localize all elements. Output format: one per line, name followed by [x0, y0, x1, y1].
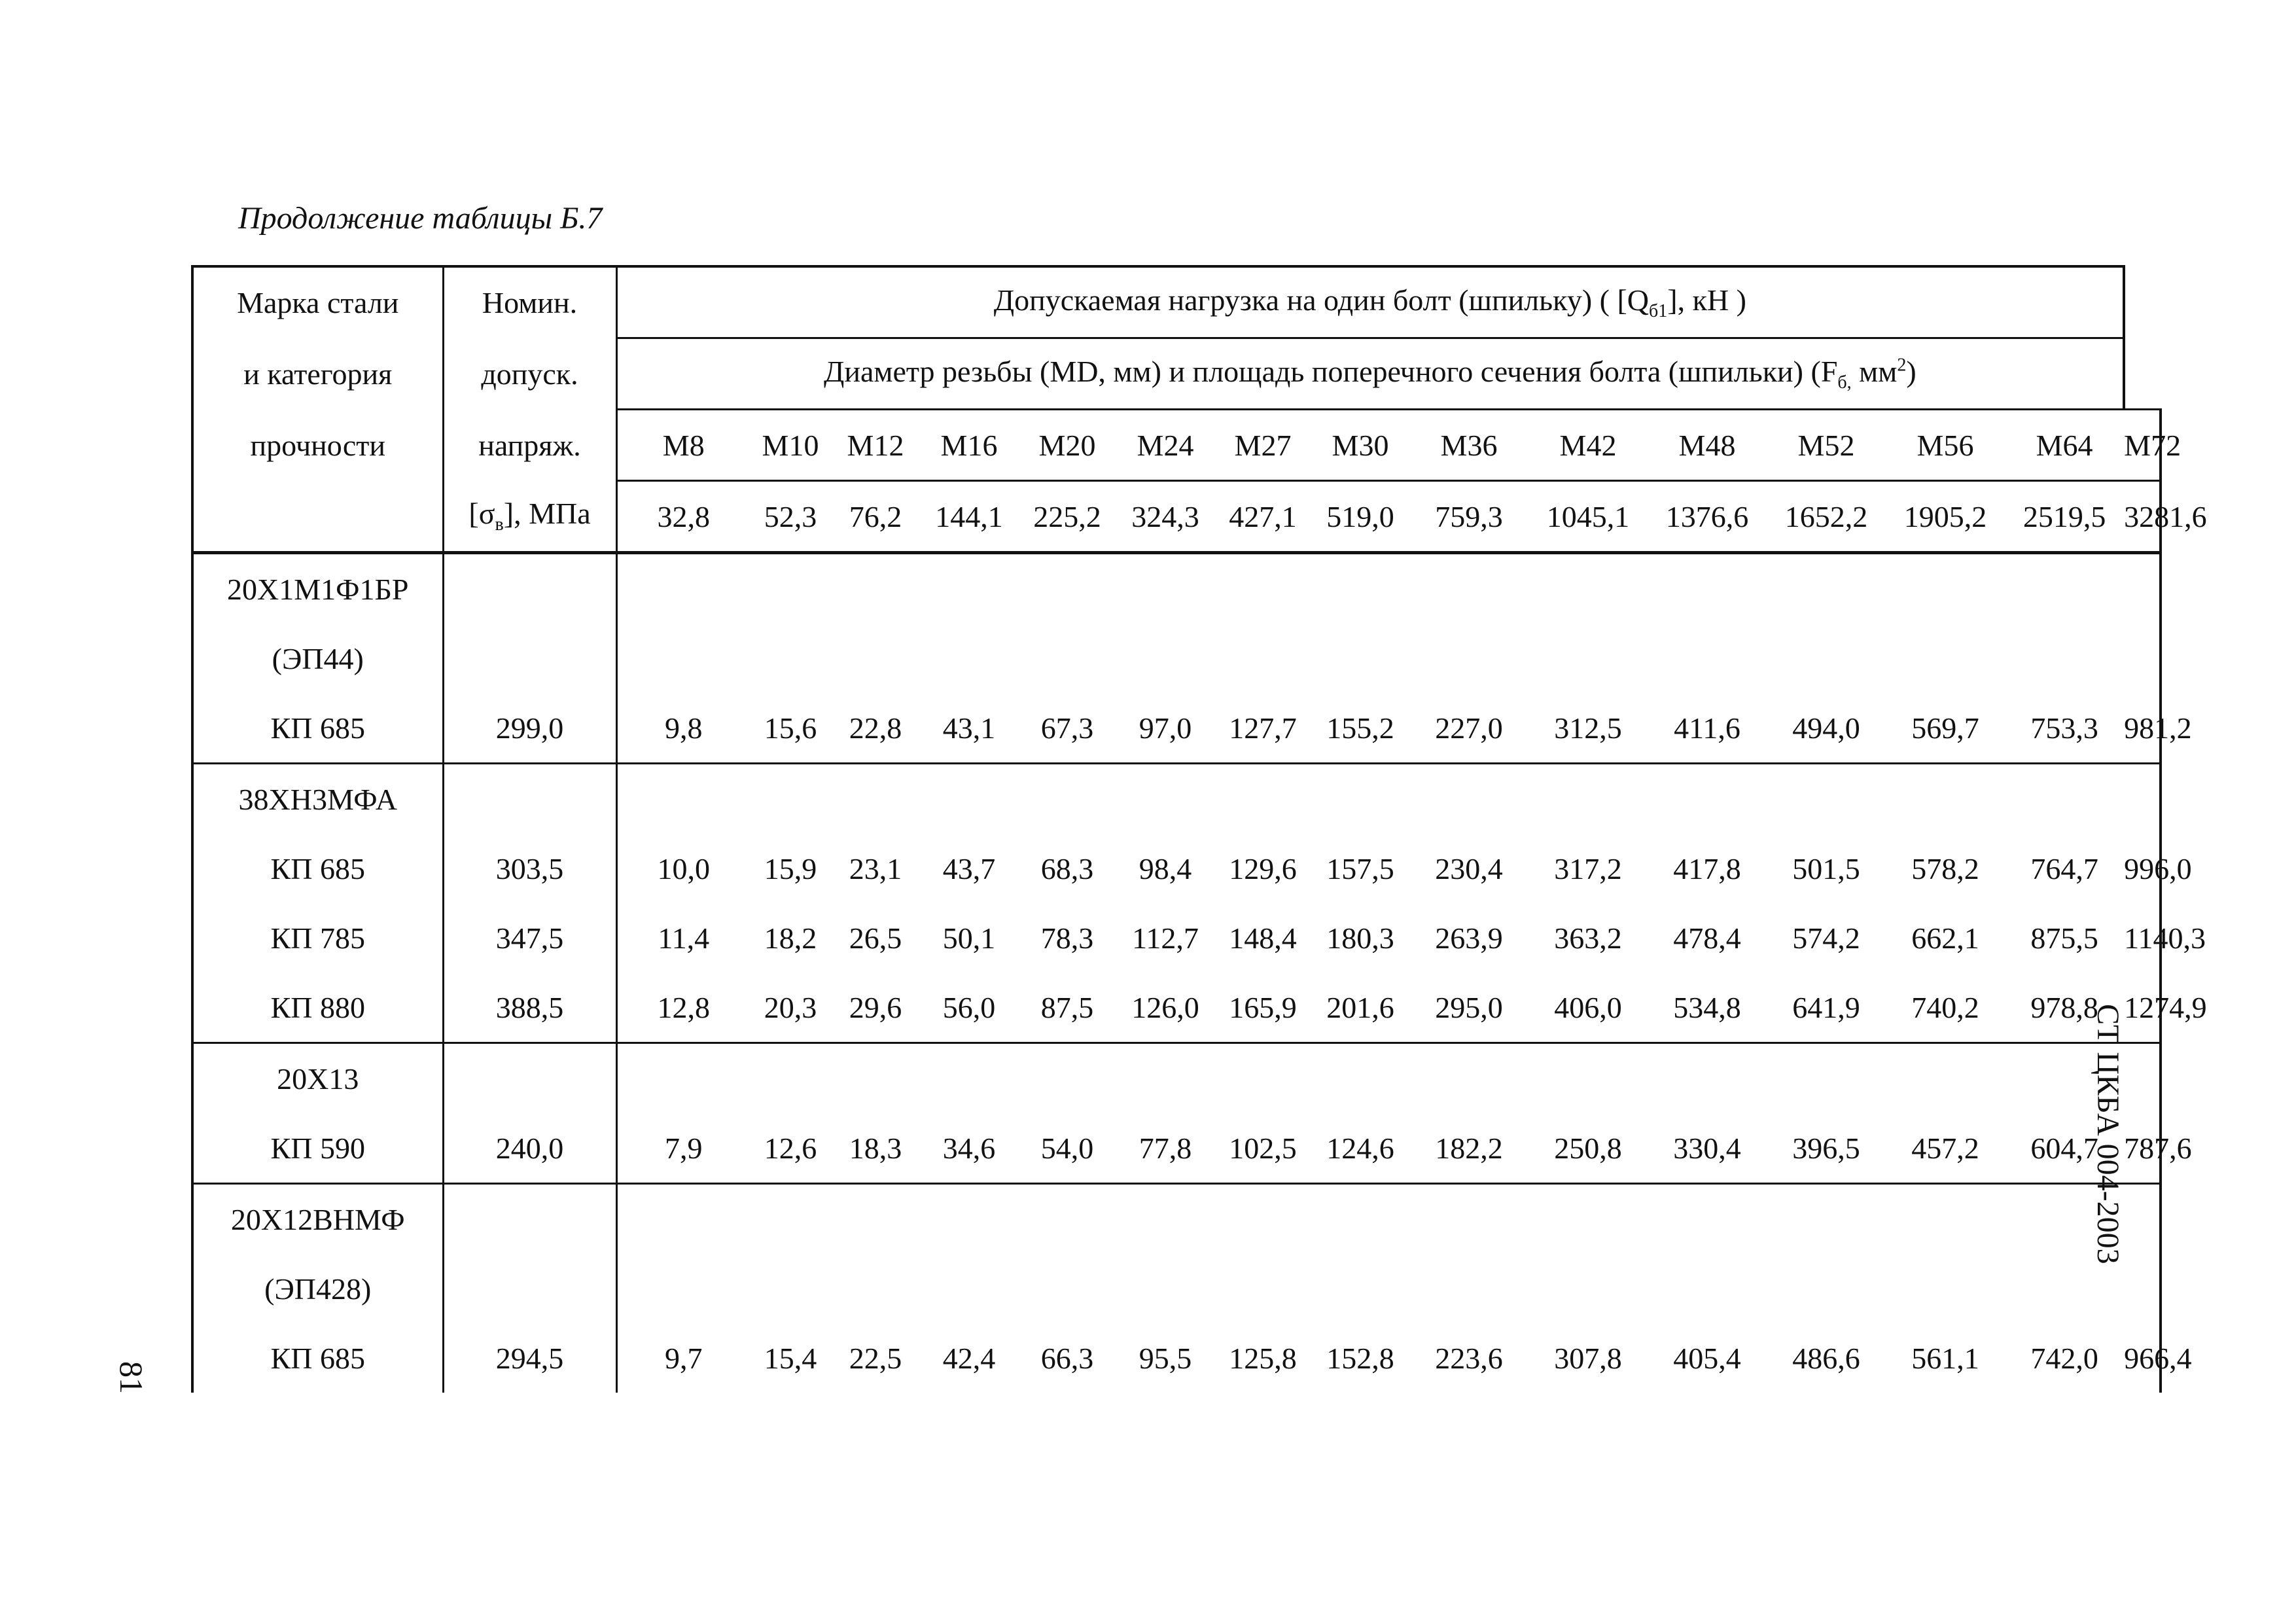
value-cell [831, 1254, 920, 1323]
value-cell [2005, 764, 2124, 834]
value-cell [616, 553, 750, 624]
stress-cell: 347,5 [443, 903, 616, 972]
value-cell: 42,4 [942, 1341, 996, 1375]
value-cell [1311, 553, 1409, 624]
value-cell [1886, 1043, 2005, 1114]
value-cell: 457,2 [1911, 1131, 1979, 1165]
value-cell [831, 624, 920, 693]
value-cell: 406,0 [1554, 990, 1622, 1024]
size-cell: M24 [1116, 410, 1214, 481]
header-row-2 [192, 338, 2161, 410]
value-cell: 56,0 [942, 990, 996, 1024]
size-cell: M20 [1018, 410, 1116, 481]
value-cell [1886, 1184, 2005, 1255]
value-cell [920, 1254, 1018, 1323]
value-cell [831, 1184, 920, 1255]
area-cell: 519,0 [1311, 481, 1409, 553]
value-cell [1018, 553, 1116, 624]
value-cell [1116, 624, 1214, 693]
stress-cell [443, 624, 616, 693]
value-cell [1116, 764, 1214, 834]
value-cell [750, 624, 831, 693]
value-cell [1214, 764, 1311, 834]
value-cell [1409, 1254, 1528, 1323]
value-cell [2005, 1043, 2124, 1114]
value-cell: 112,7 [1132, 921, 1199, 955]
value-cell [920, 764, 1018, 834]
value-cell [2124, 624, 2161, 693]
area-cell: 2519,5 [2005, 481, 2124, 553]
value-cell: 996,0 [2124, 834, 2161, 903]
value-cell [2124, 1184, 2161, 1255]
value-cell [1018, 624, 1116, 693]
value-cell: 182,2 [1435, 1131, 1503, 1165]
area-cell: 324,3 [1116, 481, 1214, 553]
value-cell: 574,2 [1792, 921, 1860, 955]
area-cell: 1376,6 [1648, 481, 1767, 553]
stress-cell: 303,5 [443, 834, 616, 903]
value-cell [1116, 1184, 1214, 1255]
value-cell: 604,7 [2030, 1131, 2098, 1165]
value-cell [1767, 624, 1886, 693]
value-cell [1648, 553, 1767, 624]
value-cell [1528, 553, 1648, 624]
value-cell: 98,4 [1139, 851, 1192, 885]
value-cell: 227,0 [1435, 711, 1503, 745]
value-cell: 486,6 [1792, 1341, 1860, 1375]
value-cell [1018, 1043, 1116, 1114]
steel-grade-cell: 20Х12ВНМФ [192, 1184, 443, 1255]
value-cell [831, 553, 920, 624]
table-row [192, 1254, 2161, 1323]
value-cell [1767, 764, 1886, 834]
size-cell: M10 [750, 410, 831, 481]
table-row [192, 1184, 2161, 1255]
value-cell: 561,1 [1911, 1341, 1979, 1375]
steel-grade-cell: (ЭП428) [192, 1254, 443, 1323]
value-cell: 11,4 [616, 903, 750, 972]
header-steel-line-4 [192, 481, 443, 553]
value-cell: 494,0 [1792, 711, 1860, 745]
value-cell: 223,6 [1435, 1341, 1503, 1375]
area-cell: 1905,2 [1886, 481, 2005, 553]
header-stress-unit: $[\sigma_в]$, МПа [443, 481, 616, 553]
value-cell [1648, 764, 1767, 834]
value-cell: 201,6 [1326, 990, 1394, 1024]
value-cell: 20,3 [764, 990, 817, 1024]
area-cell: 32,8 [616, 481, 750, 553]
value-cell: 263,9 [1435, 921, 1503, 955]
value-cell: 978,8 [2030, 990, 2098, 1024]
value-cell: 230,4 [1435, 851, 1503, 885]
value-cell [1116, 1043, 1214, 1114]
value-cell: 966,4 [2124, 1323, 2161, 1393]
value-cell: 77,8 [1139, 1131, 1192, 1165]
table-row [192, 972, 2161, 1043]
value-cell [1409, 1043, 1528, 1114]
area-cell: 427,1 [1214, 481, 1311, 553]
table-caption: Продолжение таблицы Б.7 [238, 201, 603, 236]
value-cell [1409, 624, 1528, 693]
value-cell: 102,5 [1229, 1131, 1297, 1165]
value-cell [2124, 1043, 2161, 1114]
stress-cell [443, 1254, 616, 1323]
value-cell [920, 624, 1018, 693]
header-steel-line-1: Марка стали [192, 266, 443, 338]
steel-grade-cell: КП 685 [192, 1323, 443, 1393]
value-cell: 165,9 [1229, 990, 1297, 1024]
value-cell: 15,4 [764, 1341, 817, 1375]
value-cell [1409, 764, 1528, 834]
value-cell [616, 1254, 750, 1323]
value-cell: 7,9 [616, 1113, 750, 1184]
value-cell: 22,5 [849, 1341, 902, 1375]
header-steel-line-2: и категория [192, 338, 443, 410]
size-cell: M27 [1214, 410, 1311, 481]
value-cell [750, 764, 831, 834]
stress-cell [443, 553, 616, 624]
stress-cell: 294,5 [443, 1323, 616, 1393]
value-cell: 180,3 [1326, 921, 1394, 955]
value-cell: 54,0 [1040, 1131, 1094, 1165]
value-cell: 22,8 [849, 711, 902, 745]
value-cell [1528, 764, 1648, 834]
header-stress-line-3: напряж. [443, 410, 616, 481]
value-cell: 9,8 [616, 693, 750, 764]
size-cell: M16 [920, 410, 1018, 481]
steel-grade-cell: 20Х13 [192, 1043, 443, 1114]
table-row [192, 553, 2161, 624]
value-cell: 641,9 [1792, 990, 1860, 1024]
value-cell [1214, 1254, 1311, 1323]
value-cell: 18,3 [849, 1131, 902, 1165]
value-cell [750, 1184, 831, 1255]
value-cell: 411,6 [1674, 711, 1740, 745]
steel-grade-cell: 38ХН3МФА [192, 764, 443, 834]
value-cell [1214, 624, 1311, 693]
stress-cell [443, 1184, 616, 1255]
value-cell: 569,7 [1911, 711, 1979, 745]
table-row [192, 1113, 2161, 1184]
value-cell: 875,5 [2030, 921, 2098, 955]
value-cell: 478,4 [1673, 921, 1741, 955]
table-row [192, 1323, 2161, 1393]
header-diameter-title: Диаметр резьбы (MD, мм) и площадь поперечного сечения болта (шпильки) ($F_{б,}$ $мм^2$) [616, 338, 2124, 410]
header-load-title: Допускаемая нагрузка на один болт (шпильку) ( $[Q_{б1}]$, кН ) [616, 266, 2124, 338]
area-cell: 1045,1 [1528, 481, 1648, 553]
size-cell: M48 [1648, 410, 1767, 481]
value-cell [2005, 1184, 2124, 1255]
value-cell [750, 1254, 831, 1323]
stress-cell [443, 1043, 616, 1114]
value-cell: 23,1 [849, 851, 902, 885]
area-cell: 225,2 [1018, 481, 1116, 553]
value-cell [2124, 553, 2161, 624]
value-cell: 43,1 [942, 711, 996, 745]
area-cell: 759,3 [1409, 481, 1528, 553]
value-cell [1214, 553, 1311, 624]
value-cell [2124, 764, 2161, 834]
value-cell: 417,8 [1673, 851, 1741, 885]
size-cell: M36 [1409, 410, 1528, 481]
value-cell: 67,3 [1040, 711, 1094, 745]
table-row [192, 624, 2161, 693]
value-cell [1214, 1043, 1311, 1114]
value-cell [750, 1043, 831, 1114]
value-cell: 29,6 [849, 990, 902, 1024]
value-cell: 18,2 [764, 921, 817, 955]
header-stress-line-1: Номин. [443, 266, 616, 338]
value-cell [1018, 1184, 1116, 1255]
document-code: СТ ЦКБА 004-2003 [2091, 1004, 2125, 1264]
table-body [192, 266, 2207, 1393]
value-cell: 155,2 [1326, 711, 1394, 745]
value-cell: 250,8 [1554, 1131, 1622, 1165]
value-cell: 152,8 [1326, 1341, 1394, 1375]
steel-grade-cell: КП 785 [192, 903, 443, 972]
table-row [192, 834, 2161, 903]
value-cell [616, 764, 750, 834]
stress-cell: 299,0 [443, 693, 616, 764]
value-cell [1528, 1254, 1648, 1323]
value-cell [2124, 1254, 2161, 1323]
header-row-areas [192, 481, 2161, 553]
steel-grade-cell: КП 685 [192, 693, 443, 764]
value-cell: 330,4 [1673, 1131, 1741, 1165]
value-cell [1018, 764, 1116, 834]
size-cell: M8 [616, 410, 750, 481]
bolt-load-table [191, 265, 2207, 1393]
area-cell: 1652,2 [1767, 481, 1886, 553]
value-cell: 26,5 [849, 921, 902, 955]
value-cell: 66,3 [1040, 1341, 1094, 1375]
value-cell: 307,8 [1554, 1341, 1622, 1375]
value-cell: 15,9 [764, 851, 817, 885]
value-cell: 127,7 [1229, 711, 1297, 745]
value-cell [1311, 1184, 1409, 1255]
size-cell: M56 [1886, 410, 2005, 481]
value-cell: 97,0 [1139, 711, 1192, 745]
table-row [192, 1043, 2161, 1114]
value-cell: 1274,9 [2124, 972, 2161, 1043]
header-stress-line-2: допуск. [443, 338, 616, 410]
value-cell [831, 764, 920, 834]
value-cell: 764,7 [2030, 851, 2098, 885]
area-cell: 3281,6 [2124, 481, 2161, 553]
page-number: 81 [113, 1361, 150, 1394]
value-cell: 125,8 [1229, 1341, 1297, 1375]
value-cell: 148,4 [1229, 921, 1297, 955]
value-cell [1648, 1043, 1767, 1114]
size-cell: M72 [2124, 410, 2161, 481]
value-cell: 68,3 [1040, 851, 1094, 885]
header-row-1 [192, 266, 2161, 338]
value-cell: 578,2 [1911, 851, 1979, 885]
size-cell: M64 [2005, 410, 2124, 481]
value-cell: 10,0 [616, 834, 750, 903]
value-cell: 129,6 [1229, 851, 1297, 885]
value-cell [1018, 1254, 1116, 1323]
steel-grade-cell: КП 685 [192, 834, 443, 903]
value-cell [1528, 624, 1648, 693]
size-cell: M52 [1767, 410, 1886, 481]
value-cell: 501,5 [1792, 851, 1860, 885]
value-cell: 126,0 [1131, 990, 1199, 1024]
value-cell [920, 1043, 1018, 1114]
value-cell [1311, 1254, 1409, 1323]
value-cell [1886, 1254, 2005, 1323]
value-cell [1116, 1254, 1214, 1323]
steel-grade-cell: (ЭП44) [192, 624, 443, 693]
size-cell: M30 [1311, 410, 1409, 481]
value-cell [1886, 553, 2005, 624]
value-cell [1311, 1043, 1409, 1114]
value-cell [1311, 624, 1409, 693]
value-cell: 742,0 [2030, 1341, 2098, 1375]
value-cell [1528, 1184, 1648, 1255]
value-cell: 12,8 [616, 972, 750, 1043]
value-cell [1648, 1184, 1767, 1255]
area-cell: 52,3 [750, 481, 831, 553]
value-cell [1409, 1184, 1528, 1255]
value-cell: 87,5 [1040, 990, 1094, 1024]
value-cell: 662,1 [1911, 921, 1979, 955]
table-row [192, 693, 2161, 764]
value-cell: 317,2 [1554, 851, 1622, 885]
steel-grade-cell: КП 880 [192, 972, 443, 1043]
stress-cell: 388,5 [443, 972, 616, 1043]
value-cell [1528, 1043, 1648, 1114]
value-cell: 50,1 [942, 921, 996, 955]
stress-cell [443, 764, 616, 834]
value-cell [1214, 1184, 1311, 1255]
value-cell: 95,5 [1139, 1341, 1192, 1375]
value-cell [1311, 764, 1409, 834]
value-cell [1409, 553, 1528, 624]
value-cell [2005, 624, 2124, 693]
value-cell [1886, 764, 2005, 834]
value-cell [2005, 553, 2124, 624]
value-cell [1767, 1254, 1886, 1323]
value-cell: 312,5 [1554, 711, 1622, 745]
table-row [192, 764, 2161, 834]
value-cell [2005, 1254, 2124, 1323]
value-cell: 1140,3 [2124, 903, 2161, 972]
value-cell: 363,2 [1554, 921, 1622, 955]
area-cell: 144,1 [920, 481, 1018, 553]
header-steel-line-3: прочности [192, 410, 443, 481]
value-cell [1767, 1043, 1886, 1114]
value-cell: 34,6 [942, 1131, 996, 1165]
value-cell: 534,8 [1673, 990, 1741, 1024]
value-cell: 740,2 [1911, 990, 1979, 1024]
value-cell: 981,2 [2124, 693, 2161, 764]
value-cell [616, 1043, 750, 1114]
value-cell: 405,4 [1673, 1341, 1741, 1375]
size-cell: M42 [1528, 410, 1648, 481]
value-cell: 124,6 [1326, 1131, 1394, 1165]
value-cell: 396,5 [1792, 1131, 1860, 1165]
value-cell: 43,7 [942, 851, 996, 885]
value-cell [1648, 624, 1767, 693]
value-cell [920, 553, 1018, 624]
value-cell: 12,6 [764, 1131, 817, 1165]
header-row-sizes [192, 410, 2161, 481]
area-cell: 76,2 [831, 481, 920, 553]
value-cell: 157,5 [1326, 851, 1394, 885]
steel-grade-cell: КП 590 [192, 1113, 443, 1184]
value-cell [616, 1184, 750, 1255]
value-cell: 295,0 [1435, 990, 1503, 1024]
table-row [192, 903, 2161, 972]
value-cell [750, 553, 831, 624]
value-cell [1886, 624, 2005, 693]
value-cell [616, 624, 750, 693]
value-cell: 753,3 [2030, 711, 2098, 745]
value-cell [1767, 1184, 1886, 1255]
value-cell: 9,7 [616, 1323, 750, 1393]
value-cell [1116, 553, 1214, 624]
value-cell: 787,6 [2124, 1113, 2161, 1184]
size-cell: M12 [831, 410, 920, 481]
value-cell [920, 1184, 1018, 1255]
stress-cell: 240,0 [443, 1113, 616, 1184]
value-cell [1767, 553, 1886, 624]
value-cell [1648, 1254, 1767, 1323]
value-cell: 78,3 [1040, 921, 1094, 955]
value-cell [831, 1043, 920, 1114]
steel-grade-cell: 20Х1М1Ф1БР [192, 553, 443, 624]
value-cell: 15,6 [764, 711, 817, 745]
